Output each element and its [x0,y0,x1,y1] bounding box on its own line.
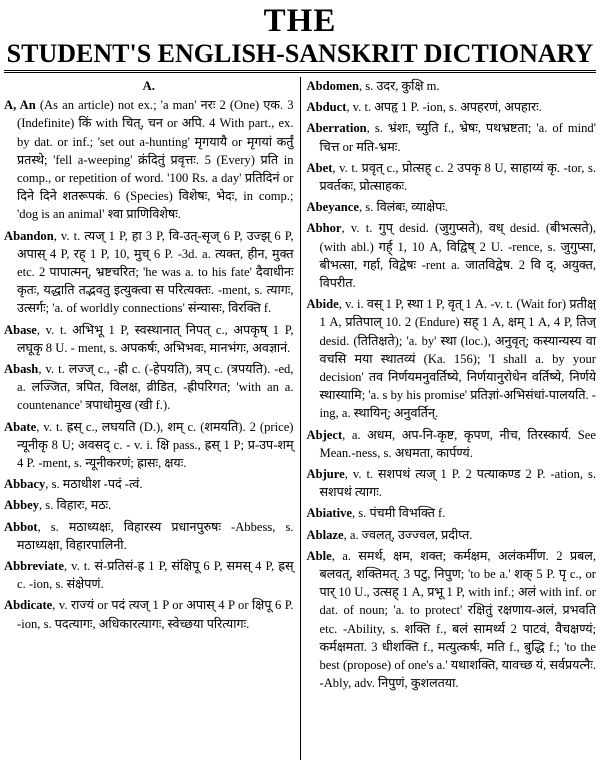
dictionary-entry [307,159,597,195]
dictionary-entry [4,360,294,415]
entry-definition: , v. t. प्रवृत् c., प्रोत्सह् c. 2 उपकृ 8 U, साहाय्यं कृ. -tor, s. प्रवर्तकः, प्रोत्साहकः. [319,160,596,194]
dictionary-entry [307,119,597,155]
entry-definition: , v. t. लज्ज् c., -ह्री c. (-हेपयति), त्रप् c. (त्रपयति). -ed, a. लज्जित, त्रपित, विलक्ष, व्रीडित, -ह्रीपरिगत; 'with an a. countenance' त्रपाधोमुख (खी f.). [17,362,294,413]
dictionary-entry [307,547,597,693]
entry-headword: Abject [306,427,343,442]
entry-definition: , v. t. सं-प्रतिसं-ह्र 1 P, संक्षिपू 6 P, समस् 4 P, ह्रस् c. -ion, s. संक्षेपणं. [17,559,294,592]
entry-headword: Abiative [306,506,352,521]
dictionary-entry [4,557,294,593]
entry-headword: Abase [4,322,37,337]
entry-headword: Abbot [4,519,38,534]
entry-definition: , s. विहारः, मठः. [39,498,112,513]
dictionary-entry [4,596,294,632]
entry-headword: Able [306,548,332,563]
entry-definition: , v. राज्यं or पदं त्यज् 1 P or अपास् 4 P or क्षिपू 6 P. -ion, s. पदत्यागः, अधिकारत्यागः, स्वेच्छया परित्यागः. [17,598,294,631]
title-line-1: THE [263,3,337,39]
entry-definition: , a. समर्थ, क्षम, शक्त; कर्मक्षम, अलंकर्मीण. 2 प्रबल, बलवत्, शक्तिमत्. 3 पटु, निपुण; 'to be a.' शक् 5 P. पृ c., or पार् 10 U., उत्सह् 1 A, प्रभू 1 P, with inf.; अलं with inf. or dat. of noun; 'a. to protect' रक्षितुं रक्षणाय-अलं, प्रभवति etc. -Ability, s. शक्ति f., बलं सामर्थ्य 2 पाटवं, वैचक्षण्यं; कर्मक्षमता. 3 धीशक्ति f., मत्युत्कर्षः, मति f., बुद्धि f.; 'to the best (propose) of one's a.' यथाशक्ति, यावच्छ यं, सर्वप्रयत्नैः. -Ably, adv. निपुणं, कुशलतया. [319,548,596,691]
entry-definition: , v. t. त्यज् 1 P, हा 3 P, वि-उत्-सृज् 6 P, उज्झ् 6 P, अपास् 4 P, रह् 1 P, 10, मुच् 6 P. -3d. a. त्यक्त, हीन, मुक्त etc. 2 पापात्मन्, भ्रष्टचरित; 'he was a. to his fate' दैवाधीनः कृतः, यद्धाति तद्भवतु इत्युक्त्वा स परित्यक्तः. -ment, s. त्यागः, उत्सर्गः; 'a. of worldly connections' संन्यासः, विरक्ति f. [17,228,294,316]
entry-columns [4,77,596,760]
entry-definition: , a. ज्वलत्, उज्ज्वल, प्रदीप्त. [343,527,473,542]
entry-definition: , a. अधम, अप-नि-कृष्ट, कृपण, नीच, तिरस्कार्य. See Mean.-ness, s. अधमता, कार्पण्यं. [319,427,596,460]
entry-headword: A, An [4,98,36,113]
right-column [300,77,597,760]
entry-definition: , v. t. सशपथं त्यज् 1 P. 2 पत्याकण्ड 2 P. -ation, s. सशपथं त्यागः. [319,467,596,500]
entry-definition: , v. t. अभिभू 1 P, स्वस्थानात् निपत् c., अपकृष् 1 P, लघूकृ 8 U. - ment, s. अपकर्षः, अभिभवः, मानभंगः, अवज्ञानं. [17,322,294,355]
entry-definition: , s. विलंबः, व्याक्षेपः. [358,200,449,215]
entry-headword: Abandon [4,228,54,243]
entry-definition: , v. i. वस् 1 P, स्था 1 P, वृत् 1 A. -v. t. (Wait for) प्रतीक्ष् 1 A, प्रतिपाल् 10. 2 (Endure) सह् 1 A, क्षम् 1 A, 4 P, तिज् desid. (तितिक्षते); 'a. by' स्था (loc.), अनुवृत्; कस्यान्यस्य वा वचसि मया स्थातव्यं (Ka. 156); 'I shall a. by your decision' तव निर्णयमनुवर्तिष्ये, निर्णयानुरोधेन वर्तिष्ये, निर्णये स्थास्यामि; 'a. s by his promise' प्रतिज्ञां-अभिसंधां-पालयति. -ing, a. स्थायिन्; अनुवर्तिन्. [319,297,596,421]
title-line-2: STUDENT'S ENGLISH-SANSKRIT DICTIONARY [6,39,594,68]
entry-headword: Abduct [306,100,347,115]
dictionary-entry [4,227,294,318]
entry-definition: , v. t. अपहृ 1 P. -ion, s. अपहरणं, अपहारः. [346,100,542,115]
dictionary-entry [307,198,597,216]
entry-headword: Abeyance [306,200,359,215]
left-column [4,77,300,760]
entry-headword: Abdomen [306,79,359,93]
entry-definition: , s. मठाध्यक्षः, विहारस्य प्रधानपुरुषः -Abbess, s. मठाध्यक्षा, विहारपालिनी. [17,519,294,552]
dictionary-entry [307,295,597,422]
entry-headword: Aberration [306,121,367,136]
dictionary-entry [4,475,294,493]
entry-headword: Abdicate [4,598,53,613]
dictionary-entry [307,98,597,116]
entry-definition: , s. मठाधीश -पदं -त्वं. [45,477,143,492]
dictionary-entry [307,426,597,462]
entry-headword: Ablaze [306,527,344,542]
entry-headword: Abhor [306,221,342,236]
dictionary-entry [307,219,597,292]
dictionary-entry [307,526,597,544]
dictionary-entry [4,321,294,357]
section-letter: A. [142,79,155,93]
entry-definition: , v. t. ह्रस् c., लघयति (D.), शम् c. (शमयति). 2 (price) न्यूनीकृ 8 U; अवसद् c. - v. i. क्षि pass., ह्रस् 1 P; प्र-उप-शम् 4 P. -ment, s. न्यूनीकरणं; ह्रासः, क्षयः. [17,419,294,471]
entry-definition: , s. उदर, कुक्षि m. [358,79,440,93]
dictionary-entry [4,418,294,473]
entry-headword: Abjure [306,467,345,482]
entry-definition: , s. भ्रंशः, च्युति f., भ्रेषः, पथभ्रष्टता; 'a. of mind' चित्त or मति-भ्रमः. [319,121,596,154]
entry-headword: Abide [306,297,339,312]
dictionary-entry [307,77,597,95]
dictionary-entry [4,96,294,223]
dictionary-entry [307,465,597,501]
dictionary-entry [4,496,294,514]
entry-headword: Abate [4,419,37,434]
entry-definition: , v. t. गुप् desid. (जुगुप्सते), वध् desid. (बीभत्सते), (with abl.) गर्ह् 1, 10 A, विद्विष् 2 U. -rence, s. जुगुप्सा, बीभत्सा, गर्हा, विद्वेषः -rent a. जातविद्वेष. 2 वि द्, अयुक्त, विपरीत. [319,221,596,291]
title-rule [4,70,596,73]
entry-headword: Abbey [4,498,39,513]
entry-definition: , s. पंचमी विभक्ति f. [351,506,446,521]
entry-headword: Abet [306,160,333,175]
dictionary-entry [4,518,294,554]
entry-headword: Abbreviate [4,559,64,574]
entry-headword: Abbacy [4,477,46,492]
dictionary-entry [307,504,597,522]
entry-headword: Abash [4,362,39,377]
entry-definition: (As an article) not ex.; 'a man' नरः 2 (One) एक. 3 (Indefinite) किं with चित्, चन or अपि. 4 With part., ex. by dat. or inf.; 'set out a-hunting' मृगयायै or मृगयां कर्तुं प्रतस्थे; 'fell a-weeping' क्रंदितुं प्रवृत्तः. 5 (Every) प्रति in comp., or repetition of word. '100 Rs. a day' प्रतिदिनं or दिने दिने शतरूपकं. 6 (Species) विशेषः, भेदः, in comp.; 'dog is an animal' श्वा प्राणिविशेषः. [17,98,294,222]
